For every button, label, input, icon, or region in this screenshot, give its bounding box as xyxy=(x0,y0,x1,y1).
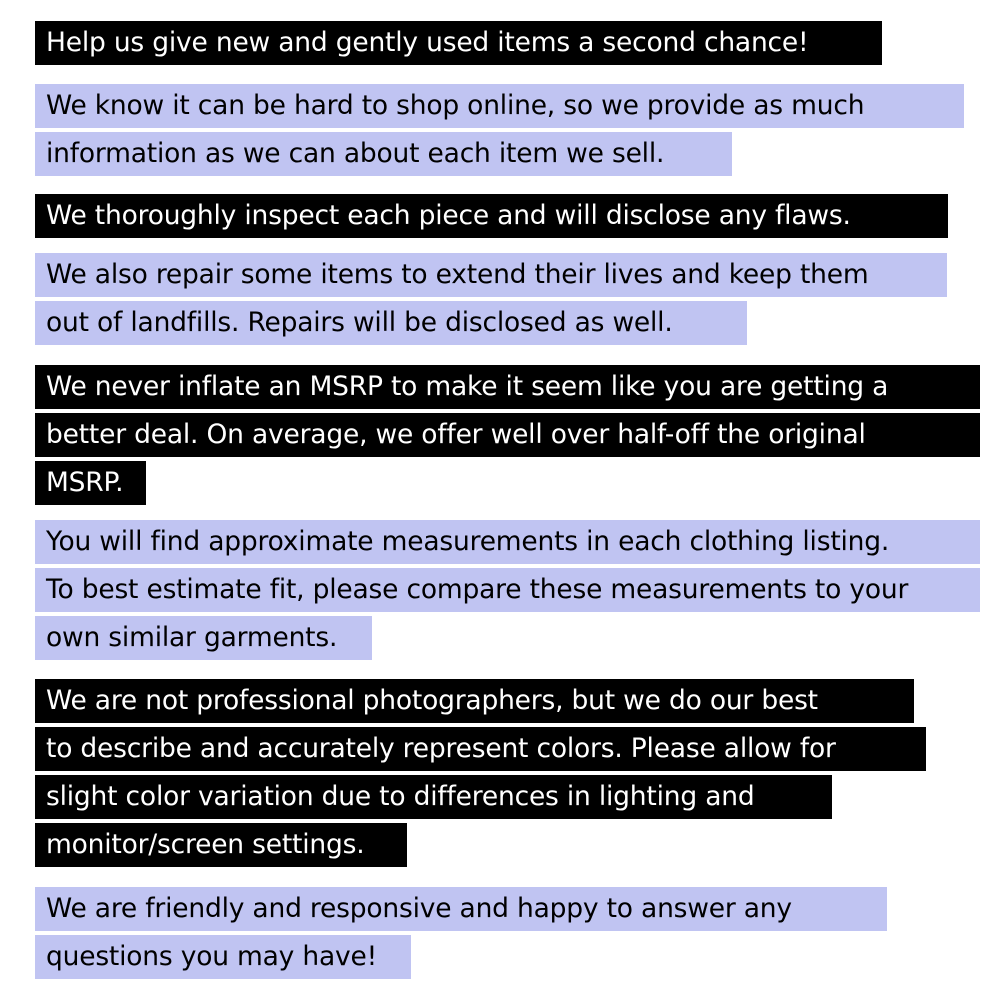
text-line: own similar garments. xyxy=(35,616,372,660)
text-line: We are not professional photographers, but we do our best xyxy=(35,679,914,723)
text-line: MSRP. xyxy=(35,461,146,505)
text-line: slight color variation due to differences in lighting and xyxy=(35,775,832,819)
text-line: You will find approximate measurements in each clothing listing. xyxy=(35,520,980,564)
text-line: We never inflate an MSRP to make it seem like you are getting a xyxy=(35,365,980,409)
text-line: to describe and accurately represent colors. Please allow for xyxy=(35,727,926,771)
text-line: We thoroughly inspect each piece and will disclose any flaws. xyxy=(35,194,948,238)
text-line: questions you may have! xyxy=(35,935,411,979)
text-line: We are friendly and responsive and happy to answer any xyxy=(35,887,887,931)
text-line: Help us give new and gently used items a second chance! xyxy=(35,21,882,65)
text-line: better deal. On average, we offer well over half-off the original xyxy=(35,413,980,457)
text-line: We also repair some items to extend their lives and keep them xyxy=(35,253,947,297)
text-line: information as we can about each item we sell. xyxy=(35,132,732,176)
text-line: monitor/screen settings. xyxy=(35,823,407,867)
text-line: To best estimate fit, please compare these measurements to your xyxy=(35,568,980,612)
text-line: We know it can be hard to shop online, so we provide as much xyxy=(35,84,964,128)
text-line: out of landfills. Repairs will be disclosed as well. xyxy=(35,301,747,345)
